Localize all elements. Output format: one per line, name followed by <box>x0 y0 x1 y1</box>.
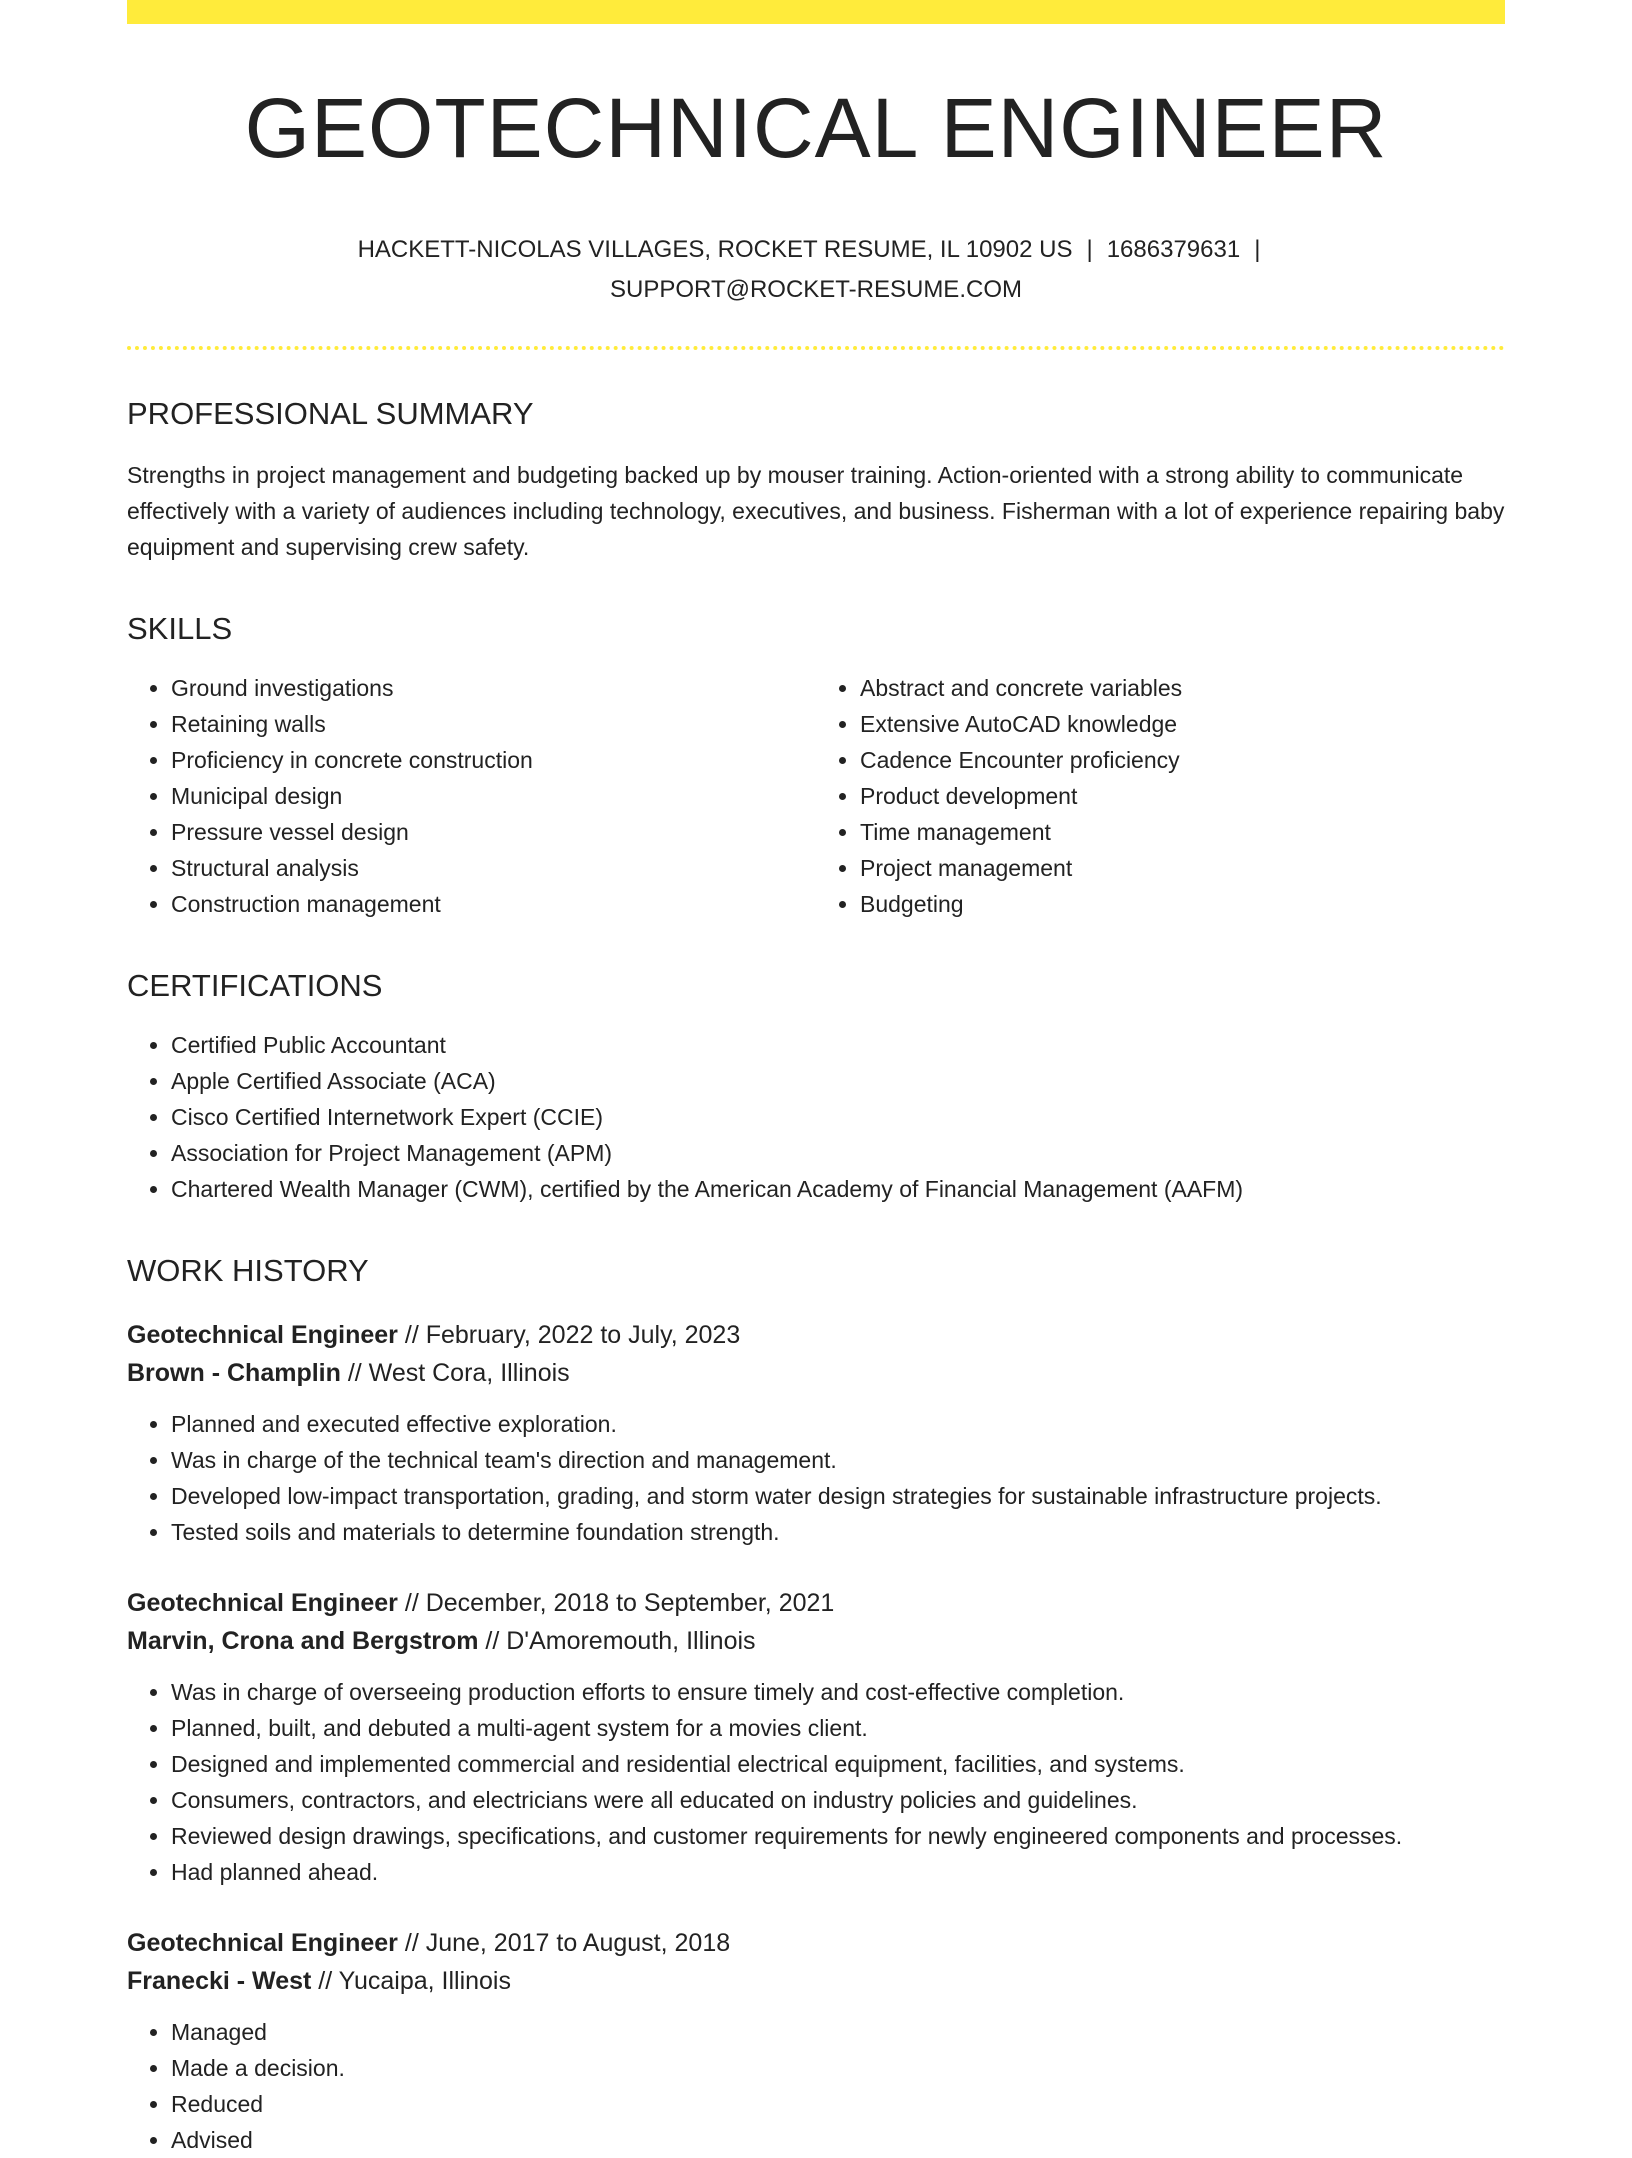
job-bullet: • Reviewed design drawings, specifications, and customer requirements for newly engineered components and processes. <box>171 1818 1505 1854</box>
certification-item: • Chartered Wealth Manager (CWM), certified by the American Academy of Financial Management (AAFM) <box>171 1171 1505 1207</box>
resume-title: GEOTECHNICAL ENGINEER <box>244 81 1388 175</box>
job-title-line <box>127 1584 1505 1622</box>
skill-item: • Project management <box>860 850 1505 886</box>
job-dates: // December, 2018 to September, 2021 <box>397 1589 835 1617</box>
skills-heading: SKILLS <box>127 611 233 646</box>
job-bullet: • Made a decision. <box>171 2050 1505 2086</box>
job-company: Brown - Champlin <box>127 1359 341 1387</box>
skills-right-list <box>816 670 1505 922</box>
address: HACKETT-NICOLAS VILLAGES, ROCKET RESUME, IL 10902 US <box>357 236 1073 263</box>
job-bullet: • Designed and implemented commercial and residential electrical equipment, facilities, and systems. <box>171 1746 1505 1782</box>
job-location: // D'Amoremouth, Illinois <box>478 1627 756 1655</box>
job-bullet: • Planned and executed effective exploration. <box>171 1406 1505 1442</box>
job-bullets <box>127 2014 1505 2158</box>
certifications-list <box>127 1027 1505 1207</box>
job-bullet: • Managed <box>171 2014 1505 2050</box>
job-bullet: • Consumers, contractors, and electricians were all educated on industry policies and guidelines. <box>171 1782 1505 1818</box>
job-role: Geotechnical Engineer <box>127 1589 398 1617</box>
job-bullet: • Was in charge of the technical team's direction and management. <box>171 1442 1505 1478</box>
job-bullets <box>127 1674 1505 1890</box>
job-bullet: • Had planned ahead. <box>171 1854 1505 1890</box>
job-dates: // June, 2017 to August, 2018 <box>397 1929 731 1957</box>
job-title-line <box>127 1924 1505 1962</box>
skill-item: • Retaining walls <box>171 706 816 742</box>
skills-left-list <box>127 670 816 922</box>
header-divider <box>127 346 1505 350</box>
job-bullet: • Reduced <box>171 2086 1505 2122</box>
skill-item: • Cadence Encounter proficiency <box>860 742 1505 778</box>
skill-item: • Time management <box>860 814 1505 850</box>
top-accent-bar <box>127 0 1505 24</box>
skill-item: • Extensive AutoCAD knowledge <box>860 706 1505 742</box>
certifications-heading: CERTIFICATIONS <box>127 968 383 1003</box>
job-bullets <box>127 1406 1505 1550</box>
job-location: // Yucaipa, Illinois <box>311 1967 511 1995</box>
skills-grid <box>127 670 1505 922</box>
job-company-line <box>127 1622 1505 1660</box>
job-bullet: • Developed low-impact transportation, grading, and storm water design strategies for sustainable infrastructure projects. <box>171 1478 1505 1514</box>
certification-item: • Cisco Certified Internetwork Expert (CCIE) <box>171 1099 1505 1135</box>
phone: 1686379631 <box>1106 236 1241 263</box>
job-title-line <box>127 1316 1505 1354</box>
summary-heading: PROFESSIONAL SUMMARY <box>127 396 534 431</box>
skill-item: • Ground investigations <box>171 670 816 706</box>
work-history-heading: WORK HISTORY <box>127 1253 369 1288</box>
job-company-line <box>127 1354 1505 1392</box>
skill-item: • Pressure vessel design <box>171 814 816 850</box>
skill-item: • Construction management <box>171 886 816 922</box>
job-company: Marvin, Crona and Bergstrom <box>127 1627 479 1655</box>
job-location: // West Cora, Illinois <box>340 1359 570 1387</box>
skill-item: • Abstract and concrete variables <box>860 670 1505 706</box>
job-dates: // February, 2022 to July, 2023 <box>397 1321 741 1349</box>
certification-item: • Association for Project Management (APM) <box>171 1135 1505 1171</box>
summary-text: Strengths in project management and budgeting backed up by mouser training. Action-oriented with a strong ability to communicate effectively with a variety of audiences including technology, executives, and business. Fisherman with a lot of experience repairing baby equipment and supervising crew safety. <box>127 462 1505 560</box>
job-entry <box>127 1316 1505 1550</box>
skill-item: • Municipal design <box>171 778 816 814</box>
certification-item: • Apple Certified Associate (ACA) <box>171 1063 1505 1099</box>
skill-item: • Proficiency in concrete construction <box>171 742 816 778</box>
job-entry <box>127 1924 1505 2158</box>
job-company: Franecki - West <box>127 1967 312 1995</box>
job-bullet: • Advised <box>171 2122 1505 2158</box>
job-bullet: • Was in charge of overseeing production efforts to ensure timely and cost-effective completion. <box>171 1674 1505 1710</box>
resume-page <box>127 0 1505 2158</box>
skill-item: • Budgeting <box>860 886 1505 922</box>
skill-item: • Structural analysis <box>171 850 816 886</box>
contact-info <box>127 230 1505 310</box>
job-company-line <box>127 1962 1505 2000</box>
contact-separator: | <box>1254 236 1261 263</box>
job-role: Geotechnical Engineer <box>127 1929 398 1957</box>
job-bullet: • Tested soils and materials to determine foundation strength. <box>171 1514 1505 1550</box>
certification-item: • Certified Public Accountant <box>171 1027 1505 1063</box>
job-entry <box>127 1584 1505 1890</box>
email: SUPPORT@ROCKET-RESUME.COM <box>610 276 1022 303</box>
job-bullet: • Planned, built, and debuted a multi-agent system for a movies client. <box>171 1710 1505 1746</box>
skill-item: • Product development <box>860 778 1505 814</box>
job-role: Geotechnical Engineer <box>127 1321 398 1349</box>
contact-separator: | <box>1086 236 1093 263</box>
